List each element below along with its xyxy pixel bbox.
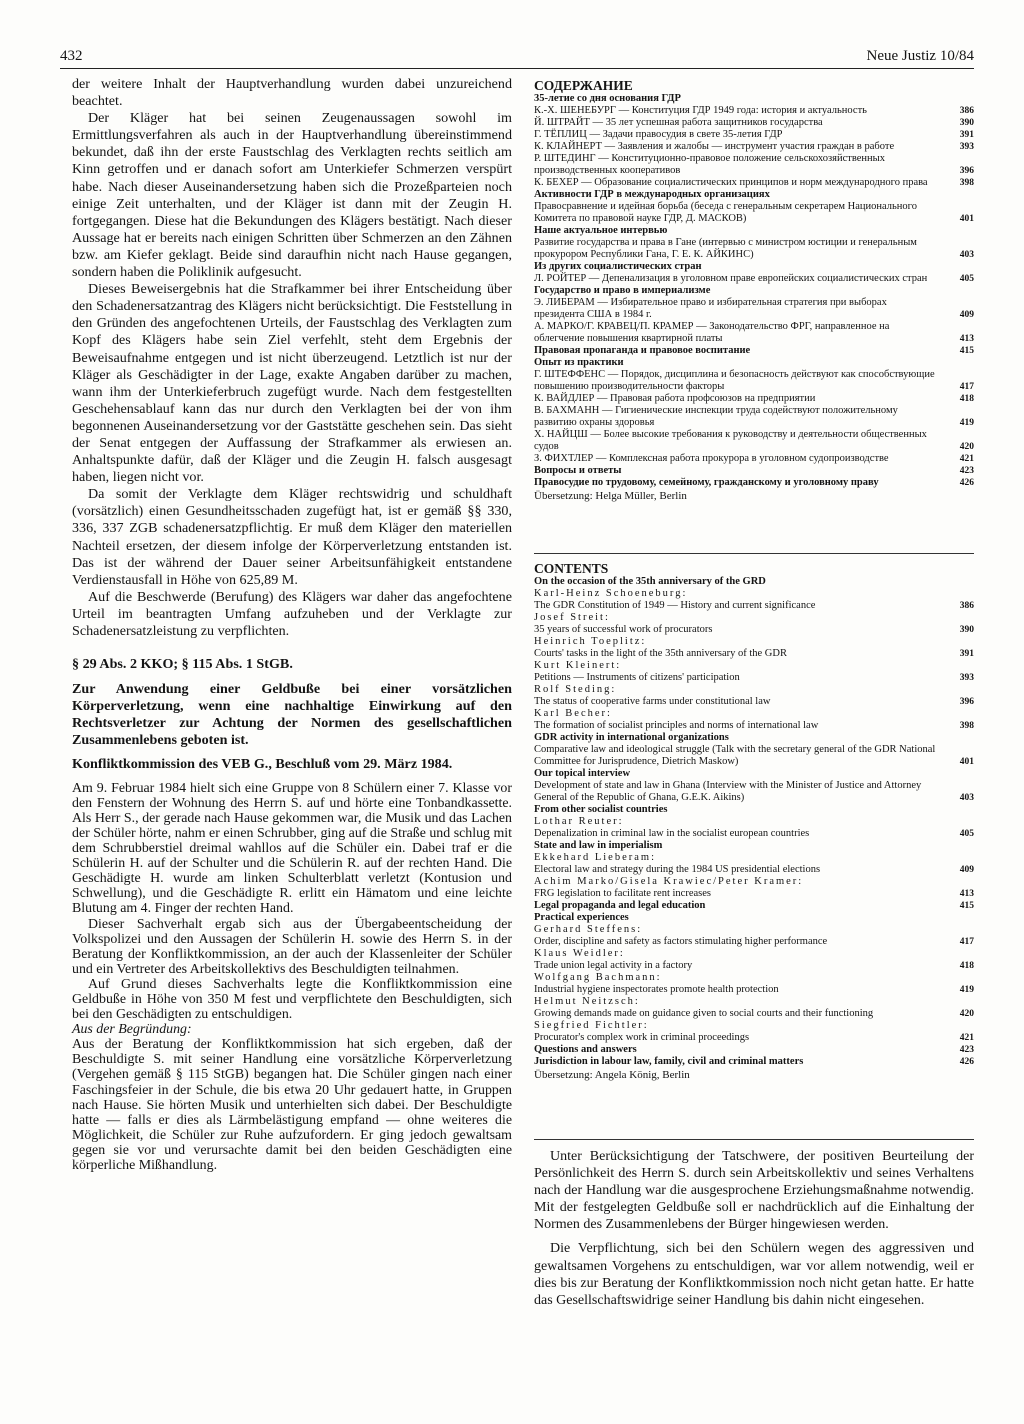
left-column [72, 76, 512, 1173]
toc-entries [534, 93, 974, 502]
toc-section [534, 465, 974, 477]
body-paragraph: Der Kläger hat bei seinen Zeugenaussagen sowohl im Ermittlungsverfahren als auch in der Hauptverhandlung übereinstimmend bekundet, daß ihn der erste Faustschlag des Verklagten rechts seitlich am Kinn getroffen und er danach sofort am Unterkiefer Schmerzen verspürt habe. Nach dieser Auseinandersetzung haben sich die Prozeßparteien noch einige Zeit unterhalten, und der Kläger ist dann mit der Zeugin H. fortgegangen. Diese hat die Bekundungen des Klägers bestätigt. Nach dieser Aussage hat er bereits nach einigen Schritten über Schmerzen an den Zähnen bzw. am Kiefer geklagt. Beide sind daraufhin nicht nach Hause gegangen, sondern haben die Poliklinik aufgesucht. [72, 110, 512, 281]
toc-entry [534, 936, 974, 948]
toc-english [534, 561, 974, 1081]
toc-text: К. КЛАЙНЕРТ — Заявления и жалобы — инструмент участия граждан в работе [534, 141, 895, 152]
toc-text: Karl-Heinz Schoeneburg: [534, 588, 688, 599]
toc-text: Lothar Reuter: [534, 816, 624, 827]
toc-text: Из других социалистических стран [534, 261, 702, 272]
toc-entry [534, 672, 974, 684]
toc-author [534, 972, 974, 984]
body-paragraph: Am 9. Februar 1984 hielt sich eine Gruppe von 8 Schülern einer 7. Klasse vor den Fenstern der Wohnung des Herrn S. auf und hörte eine Tonbandkassette. Als Herr S., der gerade nach Hause gekommen war, die Musik und das Lachen der Schüler hörte, nahm er einen Schrubber, ging auf die Straße und schlug mit dem Schrubberstiel dreimal wahllos auf die Schüler ein. Dabei traf er die Schülerin H. auf der Schulter und die Schülerin R. auf der rechten Hand. Die Geschädigte H. wurde am linken Schulterblatt verletzt (Kontusion und Schwellung), und die Geschädigte R. erlitt ein Hämatom und eine leichte Blutung am 4. Finger der rechten Hand. [72, 780, 512, 917]
header-rule [60, 68, 974, 69]
toc-section [534, 1044, 974, 1056]
toc-entry [534, 720, 974, 732]
toc-page-number: 418 [959, 394, 974, 404]
decision-line: Konfliktkommission des VEB G., Beschluß vom 29. März 1984. [72, 755, 453, 772]
toc-text: Electoral law and strategy during the 1984 US presidential elections [534, 864, 821, 875]
toc-text: Активности ГДР в международных организациях [534, 189, 770, 200]
toc-entry [534, 405, 974, 429]
toc-page-number: 423 [959, 1045, 974, 1055]
body-paragraph: Auf die Beschwerde (Berufung) des Klägers war daher das angefochtene Urteil im beantragten Umfang aufzuheben und der Verklagte zur Schadenersatzleistung zu verpflichten. [72, 588, 512, 639]
toc-text: Правосудие по трудовому, семейному, гражданскому и уголовному праву [534, 477, 879, 488]
toc-page-number: 409 [959, 865, 974, 875]
toc-text: Г. ТЁПЛИЦ — Задачи правосудия в свете 35-летия ГДР [534, 129, 783, 140]
body-paragraph: Aus der Beratung der Konfliktkommission hat sich ergeben, daß der Beschuldigte S. mit seiner Handlung eine vorsätzliche Körperverletzung (Vergehen gemäß § 115 StGB) begangen hat. Die Schüler gingen nach einer Faschingsfeier in der Schule, die bis etwa 20 Uhr gedauert hatte, in Gruppen nach Hause. Sie hörten Musik und unterhielten sich dabei. Der Beschuldigte hatte — falls er dies als Lärmbelästigung empfand — ohne weiteres die Möglichkeit, die Schüler zur Ruhe aufzufordern. Er ging jedoch gewaltsam gegen sie vor und verursachte damit bei den beiden Geschädigten eine körperliche Mißhandlung. [72, 1037, 512, 1173]
toc-page-number: 423 [959, 466, 974, 476]
toc-text: Вопросы и ответы [534, 465, 622, 476]
toc-author [534, 948, 974, 960]
toc-section [534, 804, 974, 816]
toc-section [534, 357, 974, 369]
toc-page-number: 386 [959, 601, 974, 611]
toc-text: Achim Marko/Gisela Krawiec/Peter Kramer: [534, 876, 804, 887]
toc-text: Развитие государства и права в Гане (интервью с министром юстиции и генеральным прокурором Республики Гана, Г. Е. К. АЙКИНС) [534, 237, 917, 260]
toc-entry [534, 453, 974, 465]
law-reference: § 29 Abs. 2 KKO; § 115 Abs. 1 StGB. [72, 656, 293, 673]
toc-entry [534, 600, 974, 612]
toc-text: Г. ШТЕФФЕНС — Порядок, дисциплина и безопасность действуют как способствующие повышению производительности факторы [534, 369, 935, 392]
toc-text: 35-летие со дня основания ГДР [534, 93, 681, 104]
body-paragraph: Unter Berücksichtigung der Tatschwere, der positiven Beurteilung der Persönlichkeit des Herrn S. durch sein Arbeitskollektiv und seines Verhaltens nach der Handlung war die ausgesprochene Erziehungsmaßnahme notwendig. Mit der festgelegten Geldbuße soll er nachdrücklich auf die Einhaltung der Normen des Zusammenlebens der Bürger hingewiesen werden. [534, 1149, 974, 1233]
toc-text: К.-Х. ШЕНЕБУРГ — Конституция ГДР 1949 года: история и актуальность [534, 105, 867, 116]
toc-page-number: 415 [959, 346, 974, 356]
toc-entry [534, 177, 974, 189]
toc-russian [534, 78, 974, 502]
toc-section [534, 732, 974, 744]
toc-entry [534, 105, 974, 117]
toc-page-number: 403 [959, 793, 974, 803]
toc-text: Й. ШТРАЙТ — 35 лет успешная работа защитников государства [534, 117, 823, 128]
toc-section [534, 261, 974, 273]
toc-section [534, 912, 974, 924]
toc-page-number: 391 [959, 649, 974, 659]
toc-text: К. БЕХЕР — Образование социалистических принципов и норм международного права [534, 177, 928, 188]
headnote: Zur Anwendung einer Geldbuße bei einer vorsätzlichen Körperverletzung, wenn eine nachhaltige Einwirkung auf den Rechtsverletzer zur Achtung der Normen des gesellschaftlichen Zusammenlebens geboten ist. [72, 681, 512, 749]
toc-text: Siegfried Fichtler: [534, 1020, 649, 1031]
toc-text: Order, discipline and safety as factors stimulating higher performance [534, 936, 828, 947]
toc-text: Правовая пропаганда и правовое воспитание [534, 345, 751, 356]
toc-entry [534, 129, 974, 141]
toc-entry [534, 960, 974, 972]
toc-author [534, 660, 974, 672]
toc-section [534, 189, 974, 201]
toc-page-number: 401 [959, 757, 974, 767]
toc-entry [534, 696, 974, 708]
toc-entry [534, 237, 974, 261]
toc-author [534, 876, 974, 888]
toc-author [534, 852, 974, 864]
toc-text: Development of state and law in Ghana (Interview with the Minister of Justice and Attorney General of the Republic of Ghana, G.E.K. Aikins) [534, 780, 922, 803]
body-paragraph: Da somit der Verklagte dem Kläger rechtswidrig und schuldhaft (vorsätzlich) einen Gesundheitsschaden zugefügt hat, ist er gemäß §§ 330, 336, 337 ZGB schadenersatzpflichtig. Er muß dem Kläger den materiellen Nachteil ersetzen, der diesem infolge der Körperverletzung entstanden ist. Das ist der während der Dauer seiner Arbeitsunfähigkeit entstandene Verdienstausfall in Höhe von 625,89 M. [72, 486, 512, 588]
body-paragraph: der weitere Inhalt der Hauptverhandlung wurden dabei unzureichend beachtet. [72, 76, 512, 110]
toc-text: Ekkehard Lieberam: [534, 852, 656, 863]
toc-entry [534, 201, 974, 225]
page-number: 432 [60, 48, 83, 64]
toc-page-number: 396 [959, 166, 974, 176]
toc-entries [534, 576, 974, 1081]
toc-text: GDR activity in international organizations [534, 732, 729, 743]
toc-section [534, 768, 974, 780]
toc-page-number: 403 [959, 250, 974, 260]
toc-author [534, 684, 974, 696]
toc-page-number: 419 [959, 418, 974, 428]
toc-page-number: 417 [959, 382, 974, 392]
toc-text: Heinrich Toeplitz: [534, 636, 647, 647]
toc-page-number: 426 [959, 478, 974, 488]
toc-separator [534, 553, 974, 554]
toc-entry [534, 984, 974, 996]
toc-entry [534, 780, 974, 804]
toc-text: Kurt Kleinert: [534, 660, 622, 671]
toc-entry [534, 828, 974, 840]
toc-text: Growing demands made on guidance given to social courts and their functioning [534, 1008, 874, 1019]
toc-page-number: 420 [959, 442, 974, 452]
toc-entry [534, 321, 974, 345]
toc-text: Übersetzung: Helga Müller, Berlin [534, 490, 687, 502]
toc-author [534, 612, 974, 624]
toc-section [534, 345, 974, 357]
toc-text: Karl Becher: [534, 708, 612, 719]
toc-title: СОДЕРЖАНИЕ [534, 78, 633, 93]
toc-entry [534, 648, 974, 660]
toc-page-number: 386 [959, 106, 974, 116]
toc-page-number: 415 [959, 901, 974, 911]
toc-section [534, 225, 974, 237]
toc-text: State and law in imperialism [534, 840, 663, 851]
toc-text: Our topical interview [534, 768, 631, 779]
toc-text: Wolfgang Bachmann: [534, 972, 662, 983]
toc-entry [534, 141, 974, 153]
toc-section [534, 1056, 974, 1068]
body-paragraph: Die Verpflichtung, sich bei den Schülern wegen des aggressiven und gewaltsamen Vorgehens zu entschuldigen, war vor allem notwendig, weil er dies bis zur Beratung der Konfliktkommission noch nicht getan hatte. Er hatte das Gesellschaftswidrige seiner Handlung bis dahin nicht eingesehen. [534, 1241, 974, 1308]
toc-text: Х. НАЙЦШ — Более высокие требования к руководству и деятельности общественных судов [534, 429, 927, 452]
toc-page-number: 398 [959, 721, 974, 731]
toc-entry [534, 429, 974, 453]
toc-page-number: 393 [959, 142, 974, 152]
body-paragraph: Dieser Sachverhalt ergab sich aus der Übergabeentscheidung der Volkspolizei und den Aussagen der Schülerin H. sowie des Herrn S. in der Beratung der Konfliktkommission, an der auch der Klassenleiter der Schüler und ein Vertreter des Arbeitskollektivs des Beschuldigten teilnahmen. [72, 916, 512, 977]
toc-text: Э. ЛИБЕРАМ — Избирательное право и избирательная стратегия при выборах президента США в 1984 г. [534, 297, 887, 320]
toc-author [534, 636, 974, 648]
toc-text: Petitions — Instruments of citizens' participation [534, 672, 740, 683]
toc-page-number: 393 [959, 673, 974, 683]
toc-text: The status of cooperative farms under constitutional law [534, 696, 771, 707]
toc-text: Jurisdiction in labour law, family, civil and criminal matters [534, 1056, 804, 1067]
toc-section [534, 93, 974, 105]
toc-author [534, 924, 974, 936]
toc-page-number: 396 [959, 697, 974, 707]
toc-text: Klaus Weidler: [534, 948, 625, 959]
toc-page-number: 390 [959, 118, 974, 128]
body-paragraph: Auf Grund dieses Sachverhalts legte die Konfliktkommission eine Geldbuße in Höhe von 350 M fest und verpflichtete den Beschuldigten, sich bei den Geschädigten zu entschuldigen. [72, 976, 512, 1023]
toc-text: FRG legislation to facilitate rent increases [534, 888, 711, 899]
toc-page-number: 390 [959, 625, 974, 635]
toc-text: Р. ШТЕДИНГ — Конституционно-правовое положение сельскохозяйственных производственных кооперативов [534, 153, 885, 176]
toc-author [534, 996, 974, 1008]
toc-text: From other socialist countries [534, 804, 668, 815]
toc-bottom-rule [534, 1139, 974, 1140]
toc-section [534, 576, 974, 588]
toc-entry [534, 888, 974, 900]
toc-text: З. ФИХТЛЕР — Комплексная работа прокурора в уголовном судопроизводстве [534, 453, 889, 464]
reasons-label: Aus der Begründung: [72, 1022, 192, 1038]
toc-page-number: 420 [959, 1009, 974, 1019]
toc-text: Наше актуальное интервью [534, 225, 668, 236]
toc-page-number: 421 [959, 1033, 974, 1043]
toc-page-number: 418 [959, 961, 974, 971]
toc-text: Legal propaganda and legal education [534, 900, 706, 911]
toc-text: 35 years of successful work of procurators [534, 624, 713, 635]
toc-section [534, 285, 974, 297]
toc-text: Questions and answers [534, 1044, 637, 1055]
toc-text: Правосравнение и идейная борьба (беседа с генеральным секретарем Национального Комитета по правовой науке ГДР, Д. МАСКОВ) [534, 201, 917, 224]
toc-section [534, 900, 974, 912]
toc-page-number: 413 [959, 889, 974, 899]
toc-entry [534, 744, 974, 768]
toc-page-number: 391 [959, 130, 974, 140]
body-paragraph: Dieses Beweisergebnis hat die Strafkammer bei ihrer Entscheidung über den Schadenersatzantrag des Klägers nicht berücksichtigt. Die Feststellung in den Gründen des angefochtenen Urteils, der Faustschlag des Verklagten zum Kopf des Klägers habe sein Ziel verfehlt, steht dem Ergebnis der Beweisaufnahme entgegen und ist nicht überzeugend. Letztlich ist nur der Kläger als Geschädigter in der Lage, exakte Angaben darüber zu machen, wann ihm der Unterkieferbruch zugefügt wurde. Nach dem festgestellten Geschehensablauf kann das nur durch den Verklagten bei der von ihm begonnenen Auseinandersetzung vor der Gaststätte geschehen sein. Das sieht der Senat entgegen der Auffassung der Strafkammer als erwiesen an. Anhaltspunkte dafür, daß der Kläger und die Zeugin H. falsch ausgesagt haben, liegen nicht vor. [72, 281, 512, 486]
toc-entry [534, 297, 974, 321]
toc-text: В. БАХМАНН — Гигиенические инспекции труда содействуют положительному развитию охраны здоровья [534, 405, 898, 428]
toc-text: Comparative law and ideological struggle (Talk with the secretary general of the GDR National Committee for Jurisprudence, Dietrich Maskow) [534, 744, 936, 767]
toc-author [534, 816, 974, 828]
toc-text: Courts' tasks in the light of the 35th anniversary of the GDR [534, 648, 787, 659]
journal-issue: Neue Justiz 10/84 [866, 48, 974, 64]
toc-text: Государство и право в империализме [534, 285, 711, 296]
toc-entry [534, 273, 974, 285]
toc-page-number: 401 [959, 214, 974, 224]
toc-title: CONTENTS [534, 561, 609, 576]
toc-page-number: 421 [959, 454, 974, 464]
toc-entry [534, 153, 974, 177]
toc-text: Gerhard Steffens: [534, 924, 643, 935]
toc-section [534, 477, 974, 489]
case-text [72, 781, 512, 1173]
toc-author [534, 1020, 974, 1032]
toc-entry [534, 1032, 974, 1044]
toc-translator [534, 1069, 974, 1081]
toc-page-number: 409 [959, 310, 974, 320]
toc-entry [534, 1008, 974, 1020]
toc-text: Depenalization in criminal law in the socialist european countries [534, 828, 810, 839]
toc-text: Practical experiences [534, 912, 629, 923]
toc-author [534, 588, 974, 600]
toc-page-number: 419 [959, 985, 974, 995]
toc-author [534, 708, 974, 720]
toc-text: Helmut Neitzsch: [534, 996, 640, 1007]
toc-page-number: 413 [959, 334, 974, 344]
right-column [534, 1148, 974, 1309]
toc-page-number: 398 [959, 178, 974, 188]
toc-entry [534, 393, 974, 405]
toc-text: Josef Streit: [534, 612, 610, 623]
toc-text: Rolf Steding: [534, 684, 617, 695]
toc-page-number: 426 [959, 1057, 974, 1067]
toc-text: К. ВАЙДЛЕР — Правовая работа профсоюзов на предприятии [534, 393, 816, 404]
toc-entry [534, 117, 974, 129]
running-header [60, 48, 974, 68]
toc-text: А. МАРКО/Г. КРАВЕЦ/П. КРАМЕР — Законодательство ФРГ, направленное на облегчение повышения квартирной платы [534, 321, 890, 344]
toc-text: Industrial hygiene inspectorates promote health protection [534, 984, 779, 995]
toc-text: Procurator's complex work in criminal proceedings [534, 1032, 750, 1043]
toc-text: Опыт из практики [534, 357, 624, 368]
toc-page-number: 405 [959, 274, 974, 284]
toc-translator [534, 490, 974, 502]
toc-text: Übersetzung: Angela König, Berlin [534, 1069, 690, 1081]
toc-text: Л. РОЙТЕР — Депенализация в уголовном праве европейских социалистических стран [534, 273, 928, 284]
toc-page-number: 405 [959, 829, 974, 839]
toc-page-number: 417 [959, 937, 974, 947]
toc-entry [534, 864, 974, 876]
toc-text: Trade union legal activity in a factory [534, 960, 693, 971]
toc-text: On the occasion of the 35th anniversary of the GRD [534, 576, 766, 587]
toc-entry [534, 369, 974, 393]
toc-text: The GDR Constitution of 1949 — History and current significance [534, 600, 816, 611]
toc-text: The formation of socialist principles and norms of international law [534, 720, 819, 731]
toc-entry [534, 624, 974, 636]
toc-section [534, 840, 974, 852]
